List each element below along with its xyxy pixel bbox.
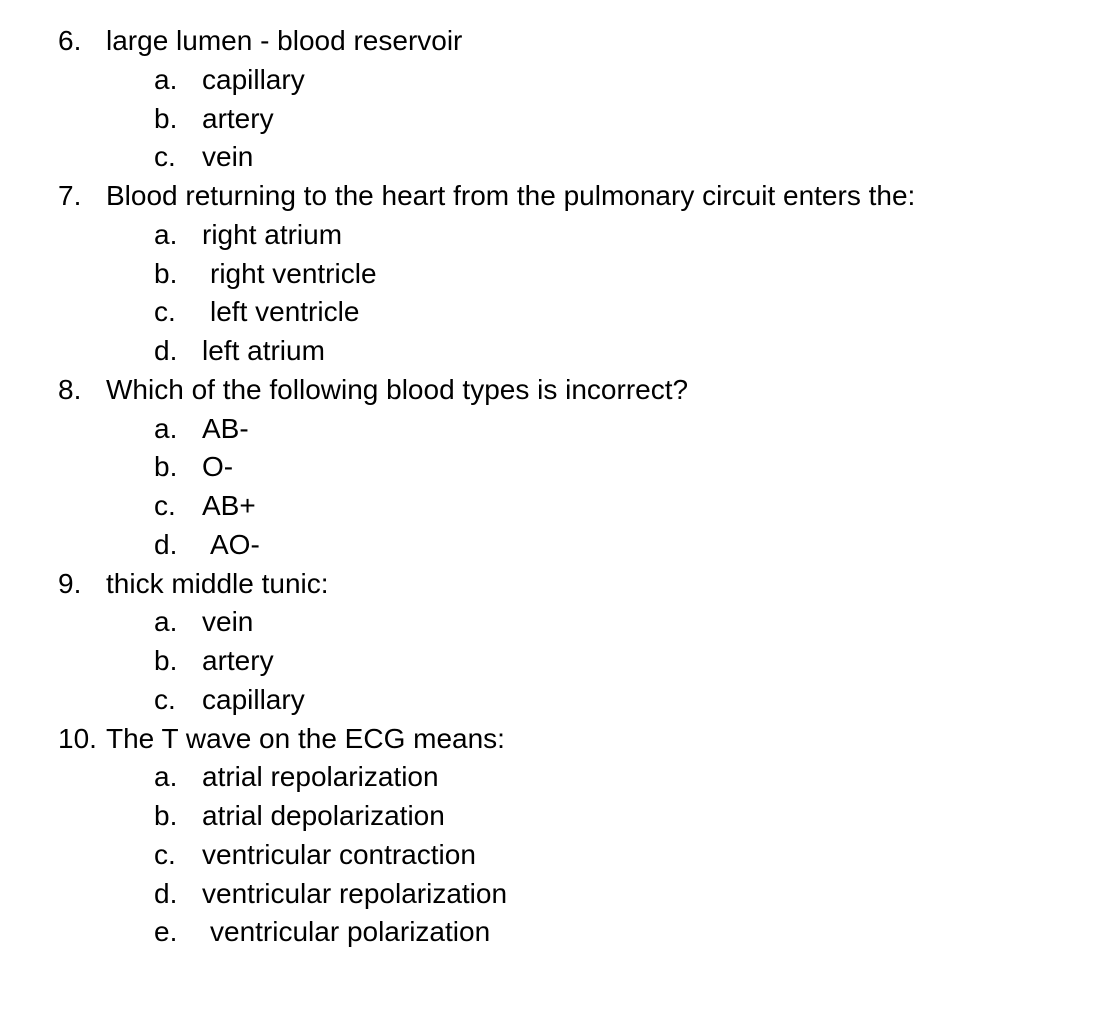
option-6b xyxy=(0,100,1116,139)
option-10a xyxy=(0,758,1116,797)
option-7d xyxy=(0,332,1116,371)
option-8b xyxy=(0,448,1116,487)
option-10d xyxy=(0,875,1116,914)
option-text: right atrium xyxy=(202,218,343,250)
option-text: vein xyxy=(202,141,254,173)
question-number: 8. xyxy=(58,373,82,405)
option-letter: a. xyxy=(154,412,178,444)
option-letter: e. xyxy=(154,916,178,948)
option-text: ventricular contraction xyxy=(202,838,476,870)
option-text: capillary xyxy=(202,63,305,95)
option-text: artery xyxy=(202,645,274,676)
option-text: O- xyxy=(202,451,234,483)
option-letter: a. xyxy=(154,63,178,95)
option-letter: c. xyxy=(154,296,176,328)
question-text: The T wave on the ECG means: xyxy=(106,722,505,754)
option-letter: a. xyxy=(154,761,178,793)
option-text: AB- xyxy=(202,412,249,444)
option-text: ventricular repolarization xyxy=(202,877,508,909)
option-letter: d. xyxy=(154,877,178,909)
quiz-document xyxy=(0,22,1116,952)
option-text: left ventricle xyxy=(210,296,360,328)
option-text: vein xyxy=(202,606,254,638)
question-10 xyxy=(0,720,1116,759)
option-letter: a. xyxy=(154,218,178,250)
option-10c xyxy=(0,836,1116,875)
option-10b xyxy=(0,797,1116,836)
option-letter: c. xyxy=(154,683,176,715)
option-letter: b. xyxy=(154,800,178,831)
question-text: Which of the following blood types is incorrect? xyxy=(106,373,689,405)
question-7 xyxy=(0,177,1116,216)
question-text: large lumen - blood reservoir xyxy=(106,25,463,56)
option-8a xyxy=(0,410,1116,449)
option-text: ventricular polarization xyxy=(210,916,491,948)
option-9c xyxy=(0,681,1116,720)
question-text: Blood returning to the heart from the pulmonary circuit enters the: xyxy=(106,180,916,211)
question-number: 7. xyxy=(58,180,82,211)
option-8d xyxy=(0,526,1116,565)
option-text: capillary xyxy=(202,683,305,715)
option-10e xyxy=(0,913,1116,952)
option-9a xyxy=(0,603,1116,642)
option-7b xyxy=(0,255,1116,294)
option-text: AO- xyxy=(210,528,260,560)
question-6 xyxy=(0,22,1116,61)
option-8c xyxy=(0,487,1116,526)
option-letter: c. xyxy=(154,838,176,870)
question-9 xyxy=(0,565,1116,604)
option-7c xyxy=(0,293,1116,332)
question-text: thick middle tunic: xyxy=(106,567,329,599)
option-text: right ventricle xyxy=(210,257,377,289)
option-letter: d. xyxy=(154,335,178,366)
option-letter: a. xyxy=(154,606,178,638)
question-number: 9. xyxy=(58,567,82,599)
question-8 xyxy=(0,371,1116,410)
option-letter: b. xyxy=(154,451,178,483)
option-letter: c. xyxy=(154,490,176,521)
option-text: AB+ xyxy=(202,490,256,521)
option-text: left atrium xyxy=(202,335,325,366)
option-text: atrial depolarization xyxy=(202,800,445,831)
question-number: 10. xyxy=(58,722,97,754)
question-number: 6. xyxy=(58,25,82,56)
option-9b xyxy=(0,642,1116,681)
option-6c xyxy=(0,138,1116,177)
option-6a xyxy=(0,61,1116,100)
option-letter: b. xyxy=(154,257,178,289)
option-letter: b. xyxy=(154,102,178,134)
option-letter: d. xyxy=(154,528,178,560)
option-text: artery xyxy=(202,102,274,134)
option-7a xyxy=(0,216,1116,255)
option-letter: c. xyxy=(154,141,176,173)
option-text: atrial repolarization xyxy=(202,761,439,793)
option-letter: b. xyxy=(154,645,178,676)
